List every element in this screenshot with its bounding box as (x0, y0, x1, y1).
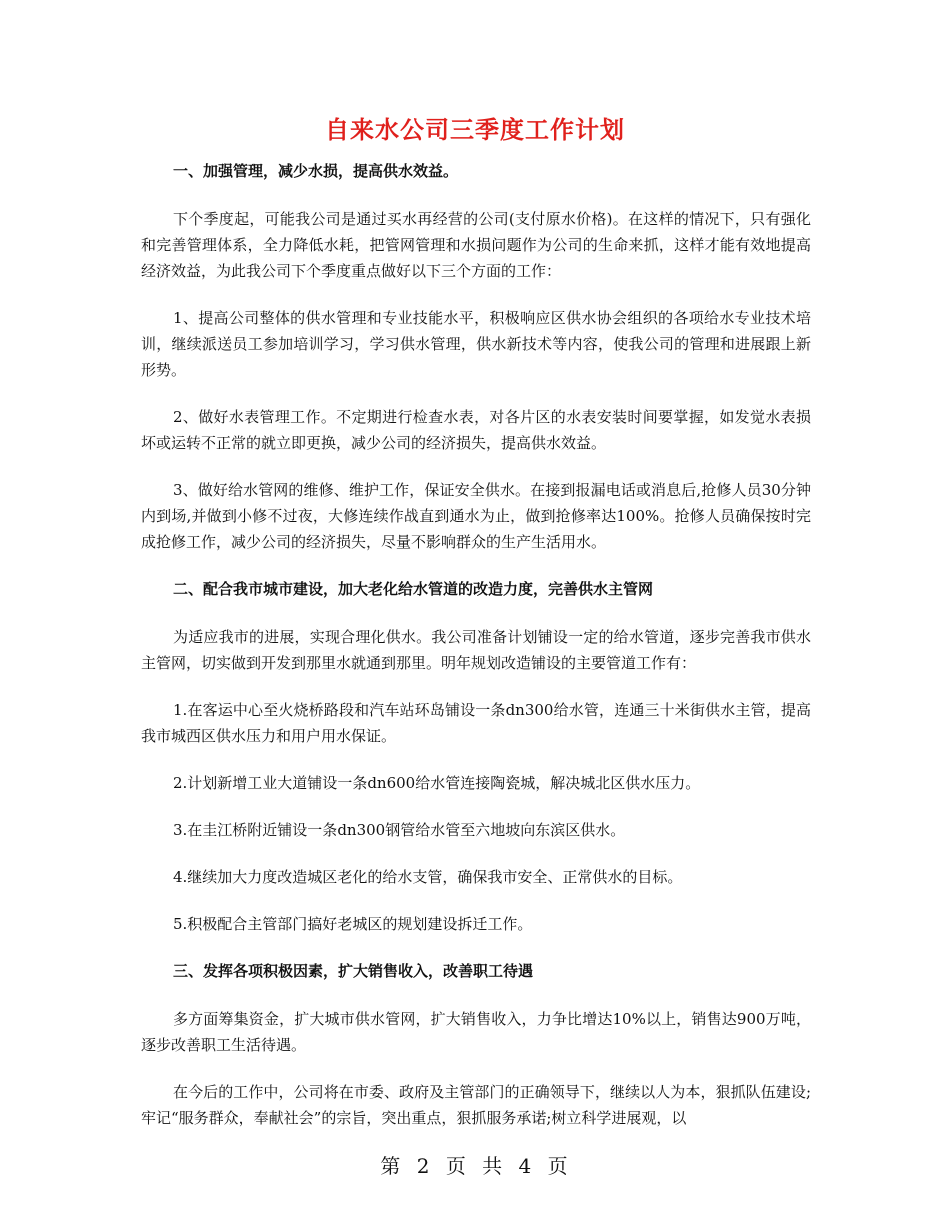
paragraph: 2.计划新增工业大道铺设一条dn600给水管连接陶瓷城，解决城北区供水压力。 (173, 774, 701, 792)
paragraph: 3、做好给水管网的维修、维护工作，保证安全供水。在接到报漏电话或消息后,抢修人员30分钟内到场,并做到小修不过夜，大修连续作战直到通水为止，做到抢修率达100%。抢修人员确保按时完成抢修工作，减少公司的经济损失，尽量不影响群众的生产生活用水。 (141, 481, 811, 551)
paragraph: 多方面筹集资金，扩大城市供水管网，扩大销售收入，力争比增达10%以上，销售达900万吨，逐步改善职工生活待遇。 (141, 1010, 811, 1054)
paragraph: 1、提高公司整体的供水管理和专业技能水平，积极响应区供水协会组织的各项给水专业技术培训，继续派送员工参加培训学习，学习供水管理，供水新技术等内容，使我公司的管理和进展跟上新形势。 (141, 309, 811, 379)
document-title: 自来水公司三季度工作计划 (325, 115, 625, 144)
paragraph: 在今后的工作中，公司将在市委、政府及主管部门的正确领导下，继续以人为本，狠抓队伍建设;牢记“服务群众，奉献社会”的宗旨，突出重点，狠抓服务承诺;树立科学进展观，以 (141, 1083, 811, 1127)
paragraph: 2、做好水表管理工作。不定期进行检查水表，对各片区的水表安装时间要掌握，如发觉水表损坏或运转不正常的就立即更换，减少公司的经济损失，提高供水效益。 (141, 408, 811, 452)
paragraph: 下个季度起，可能我公司是通过买水再经营的公司(支付原水价格)。在这样的情况下，只有强化和完善管理体系，全力降低水耗，把管网管理和水损问题作为公司的生命来抓，这样才能有效地提高经济效益，为此我公司下个季度重点做好以下三个方面的工作： (141, 210, 811, 280)
paragraph: 4.继续加大力度改造城区老化的给水支管，确保我市安全、正常供水的目标。 (173, 868, 683, 886)
section-heading: 三、发挥各项积极因素，扩大销售收入，改善职工待遇 (173, 962, 534, 980)
paragraph: 5.积极配合主管部门搞好老城区的规划建设拆迁工作。 (173, 915, 533, 933)
document-body (141, 158, 811, 1152)
paragraph: 为适应我市的进展，实现合理化供水。我公司准备计划铺设一定的给水管道，逐步完善我市供水主管网，切实做到开发到那里水就通到那里。明年规划改造铺设的主要管道工作有： (141, 628, 811, 672)
section-heading: 二、配合我市城市建设，加大老化给水管道的改造力度，完善供水主管网 (173, 580, 654, 598)
paragraph: 3.在圭江桥附近铺设一条dn300钢管给水管至六地坡向东滨区供水。 (173, 821, 626, 839)
paragraph: 1.在客运中心至火烧桥路段和汽车站环岛铺设一条dn300给水管，连通三十米街供水主管，提高我市城西区供水压力和用户用水保证。 (141, 701, 811, 745)
page-number-footer: 第 2 页 共 4 页 (380, 1154, 570, 1178)
section-heading: 一、加强管理，减少水损，提高供水效益。 (173, 162, 459, 180)
